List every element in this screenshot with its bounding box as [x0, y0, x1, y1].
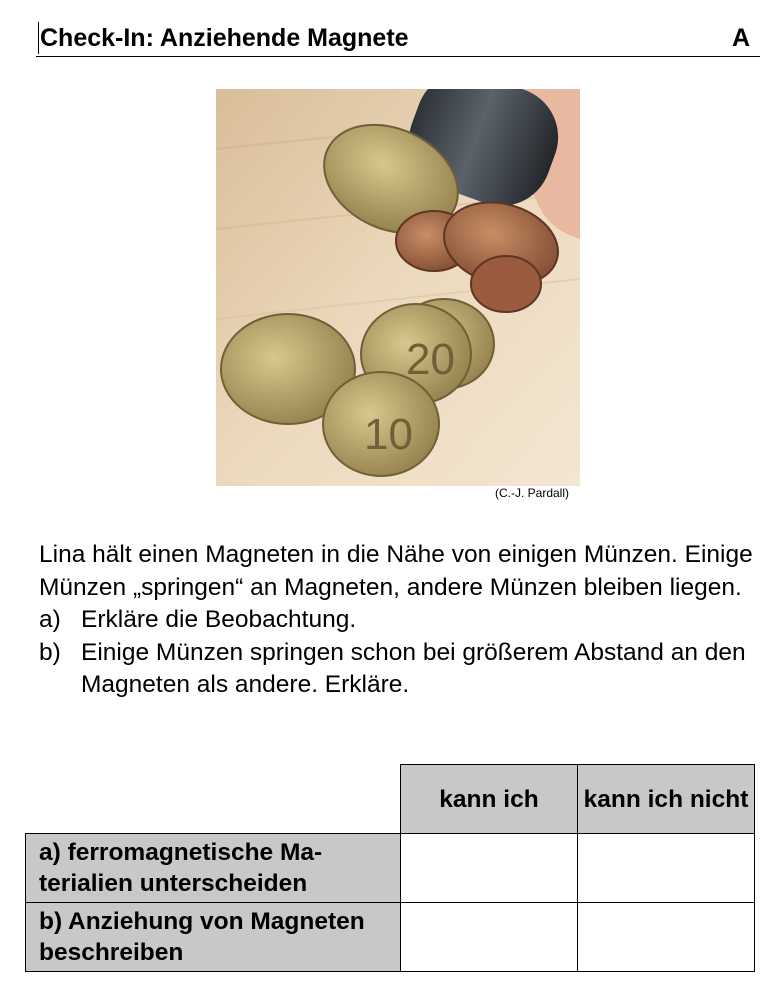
coins-magnet-photo — [216, 89, 580, 486]
table-row — [26, 834, 755, 903]
column-header-kann-ich-nicht: kann ich nicht — [578, 765, 755, 834]
self-assessment-table — [25, 764, 755, 972]
page-title: Check-In: Anziehende Magnete — [40, 24, 409, 52]
column-header-kann-ich: kann ich — [401, 765, 578, 834]
row-label-a: a) ferromagnetische Ma-terialien unterscheiden — [26, 834, 401, 903]
task-intro: Lina hält einen Magneten in die Nähe von einigen Münzen. Einige Münzen „springen“ an Magneten, andere Münzen bleiben liegen. — [39, 541, 753, 601]
page-header — [36, 22, 760, 57]
svg-text:10: 10 — [364, 410, 413, 459]
row-label-b: b) Anziehung von Magneten beschreiben — [26, 903, 401, 972]
photo-credit: (C.-J. Pardall) — [495, 486, 570, 500]
checkbox-cell-kann-ich[interactable] — [401, 834, 578, 903]
task-item-text: Erkläre die Beobachtung. — [81, 606, 357, 633]
task-item-marker: a) — [39, 606, 61, 633]
task-item-a — [39, 604, 755, 637]
checkbox-cell-kann-ich-nicht[interactable] — [578, 903, 755, 972]
table-row — [26, 903, 755, 972]
svg-text:20: 20 — [406, 335, 455, 384]
task-item-marker: b) — [39, 638, 61, 666]
checkbox-cell-kann-ich[interactable] — [401, 903, 578, 972]
task-item-b — [39, 637, 755, 702]
task-item-text: Einige Münzen springen schon bei größerem Abstand an den Magneten als andere. Erkläre. — [81, 638, 746, 698]
text-cursor — [38, 22, 39, 54]
checkbox-cell-kann-ich-nicht[interactable] — [578, 834, 755, 903]
version-letter: A — [731, 24, 750, 52]
task-text — [39, 539, 755, 702]
table-corner — [26, 765, 401, 834]
